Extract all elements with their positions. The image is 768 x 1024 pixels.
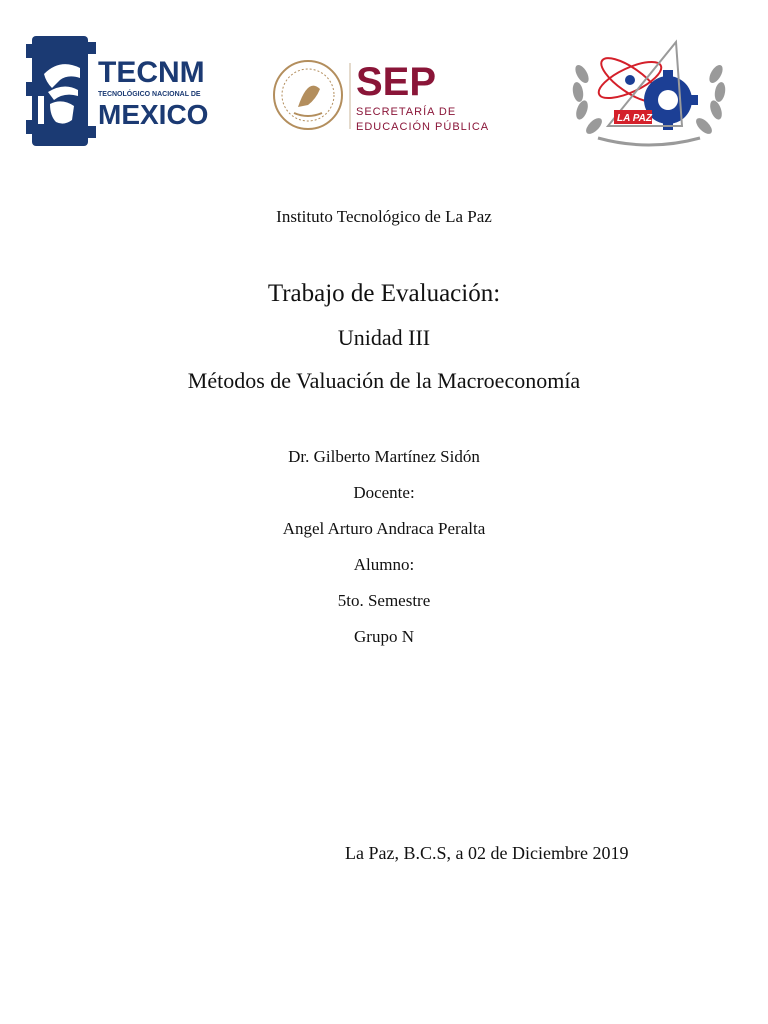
tecnm-wordmark: TECNM <box>98 56 205 89</box>
mexico-wordmark: MEXICO <box>98 99 209 130</box>
place-and-date: La Paz, B.C.S, a 02 de Diciembre 2019 <box>345 843 629 863</box>
document-title: Trabajo de Evaluación: <box>267 280 501 307</box>
sep-wordmark: SEP <box>356 60 437 104</box>
unit-label: Unidad III <box>337 325 431 350</box>
la-paz-badge-text: LA PAZ <box>617 113 652 124</box>
subject-title: Métodos de Valuación de la Macroeconomía <box>187 368 581 393</box>
group-label: Grupo N <box>354 627 414 646</box>
itlp-logo <box>568 34 730 148</box>
tecnm-logo <box>24 34 214 148</box>
institution-name: Instituto Tecnológico de La Paz <box>276 207 492 226</box>
sep-logo <box>270 55 500 135</box>
sep-line-1: SECRETARÍA DE <box>356 106 457 118</box>
gear-icon <box>644 70 698 130</box>
teacher-role: Docente: <box>353 483 415 502</box>
sep-line-2: EDUCACIÓN PÚBLICA <box>356 121 490 133</box>
student-role: Alumno: <box>353 555 415 574</box>
tecnm-subtitle: TECNOLÓGICO NACIONAL DE <box>98 91 201 98</box>
coat-of-arms-icon <box>274 61 342 129</box>
semester-label: 5to. Semestre <box>337 591 431 610</box>
teacher-name: Dr. Gilberto Martínez Sidón <box>288 447 480 466</box>
student-name: Angel Arturo Andraca Peralta <box>282 519 486 538</box>
